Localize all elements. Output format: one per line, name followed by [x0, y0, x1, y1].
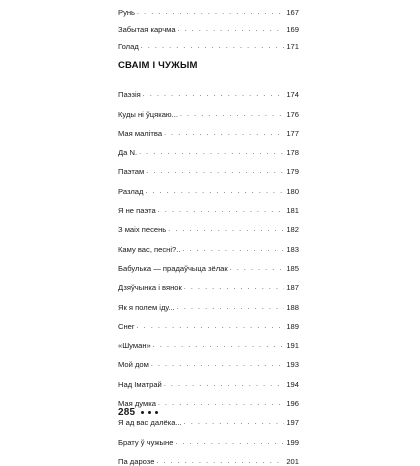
toc-dot-leader [156, 457, 284, 466]
ornament-dot-icon [155, 411, 158, 414]
toc-entry [118, 138, 299, 157]
toc-list-top [118, 0, 299, 51]
toc-entry-page-number: 194 [286, 379, 299, 389]
toc-entry-title: Мая думка [118, 399, 156, 409]
toc-entry-title: Я не паэта [118, 206, 156, 216]
toc-entry-title: Паэтам [118, 167, 145, 177]
ornament-dot-icon [148, 411, 151, 414]
toc-entry-page-number: 193 [286, 360, 299, 370]
toc-dot-leader [164, 129, 284, 138]
toc-entry-page-number: 196 [286, 399, 299, 409]
toc-entry [118, 292, 299, 311]
toc-entry-title: Брату ў чужыне [118, 437, 174, 447]
toc-dot-leader [151, 360, 284, 369]
toc-entry-title: Голад [118, 42, 139, 51]
toc-entry [118, 0, 299, 17]
toc-entry-title: Куды ні ўцякаю... [118, 109, 178, 119]
toc-entry-page-number: 182 [286, 225, 299, 235]
toc-entry [118, 157, 299, 176]
toc-dot-leader [146, 167, 284, 176]
toc-dot-leader [230, 264, 285, 273]
toc-dot-leader [137, 8, 284, 17]
toc-entry [118, 331, 299, 350]
toc-entry [118, 447, 299, 466]
toc-dot-leader [168, 225, 284, 234]
toc-entry-page-number: 191 [286, 341, 299, 351]
toc-entry [118, 99, 299, 118]
toc-entry-title: Дзяўчынка і вянок [118, 283, 182, 293]
toc-entry-title: Забытая карчма [118, 25, 176, 34]
toc-entry-title: З маіх песень [118, 225, 167, 235]
toc-entry [118, 312, 299, 331]
page-folio [118, 407, 158, 418]
toc-entry-title: Снег [118, 321, 135, 331]
toc-entry [118, 176, 299, 195]
toc-entry [118, 427, 299, 446]
toc-dot-leader [158, 399, 284, 408]
toc-entry-page-number: 197 [286, 418, 299, 428]
toc-dot-leader [164, 380, 285, 389]
toc-entry [118, 273, 299, 292]
toc-dot-leader [158, 206, 285, 215]
toc-entry-page-number: 188 [286, 302, 299, 312]
toc-entry-title: Як я полем іду... [118, 302, 175, 312]
toc-dot-leader [178, 25, 285, 34]
toc-dot-leader [139, 148, 284, 157]
ornament-dot-icon [141, 411, 144, 414]
toc-entry-title: Каму вас, песні?.. [118, 244, 181, 254]
toc-entry-page-number: 187 [286, 283, 299, 293]
toc-entry [118, 254, 299, 273]
toc-entry-page-number: 189 [286, 321, 299, 331]
toc-entry-page-number: 179 [286, 167, 299, 177]
toc-entry-page-number: 174 [286, 90, 299, 100]
toc-entry-title: Бабулька — прадаўчыца зёлак [118, 263, 228, 273]
toc-entry-title: Мая малітва [118, 128, 163, 138]
toc-entry-page-number: 178 [286, 148, 299, 158]
toc-dot-leader [175, 438, 284, 447]
toc-dot-leader [184, 283, 285, 292]
toc-entry [118, 34, 299, 51]
section-title: СВАІМ І ЧУЖЫМ [118, 60, 198, 71]
page-number: 285 [118, 407, 136, 418]
toc-entry-page-number: 185 [286, 263, 299, 273]
toc-dot-leader [180, 110, 284, 119]
folio-ornament-dots [141, 411, 158, 414]
toc-entry-page-number: 171 [286, 42, 299, 51]
toc-entry-title: Да N. [118, 148, 138, 158]
toc-entry [118, 119, 299, 138]
toc-entry [118, 196, 299, 215]
toc-dot-leader [177, 303, 285, 312]
toc-dot-leader [141, 42, 285, 51]
toc-entry-title: Разлад [118, 186, 144, 196]
toc-dot-leader [143, 90, 285, 99]
toc-entry [118, 389, 299, 408]
toc-entry-page-number: 167 [286, 8, 299, 17]
toc-entry-page-number: 199 [286, 437, 299, 447]
toc-entry-title: Рунь [118, 8, 136, 17]
toc-entry [118, 234, 299, 253]
toc-entry-title: Мой дом [118, 360, 149, 370]
toc-entry-page-number: 177 [286, 128, 299, 138]
toc-dot-leader [153, 341, 285, 350]
toc-entry [118, 215, 299, 234]
toc-entry-page-number: 183 [286, 244, 299, 254]
toc-dot-leader [145, 187, 284, 196]
toc-entry [118, 369, 299, 388]
toc-entry-title: «Шуман» [118, 341, 151, 351]
toc-dot-leader [183, 245, 285, 254]
toc-entry-page-number: 180 [286, 186, 299, 196]
toc-entry [118, 80, 299, 99]
toc-entry-title: Па дарозе [118, 456, 155, 466]
toc-dot-leader [137, 322, 285, 331]
toc-entry-title: Над Іматрай [118, 379, 162, 389]
toc-entry-title: Паэзія [118, 90, 141, 100]
toc-entry [118, 350, 299, 369]
toc-entry [118, 17, 299, 34]
toc-entry-page-number: 201 [286, 456, 299, 466]
toc-entry-page-number: 176 [286, 109, 299, 119]
toc-entry-page-number: 169 [286, 25, 299, 34]
toc-entry-title: Я ад вас далёка... [118, 418, 182, 428]
toc-entry-page-number: 181 [286, 206, 299, 216]
